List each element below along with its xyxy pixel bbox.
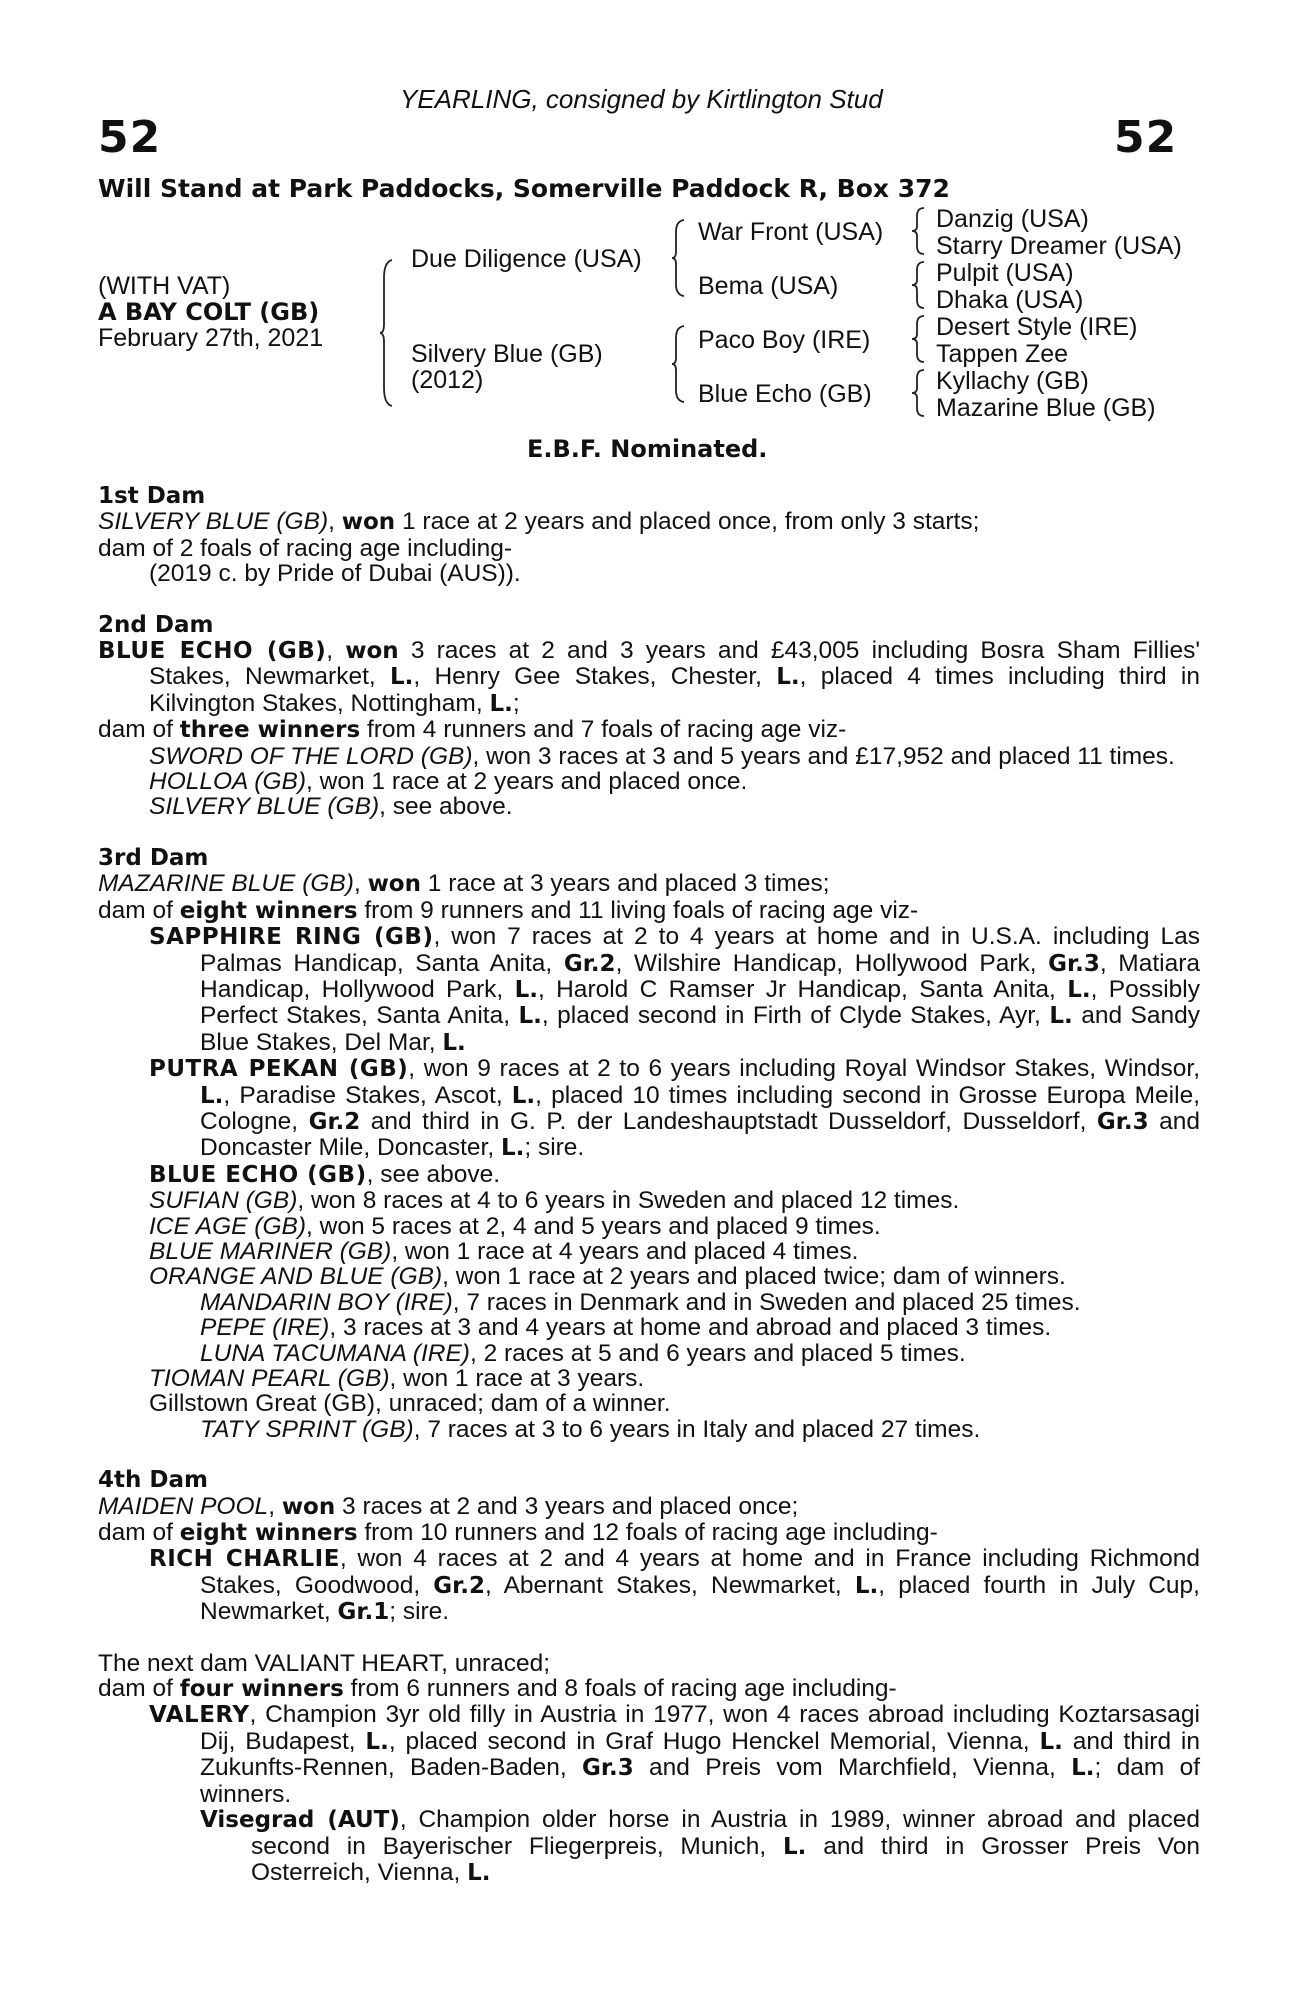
second-dam-heading: 2nd Dam (98, 611, 214, 638)
pedigree-brace-dd (912, 368, 926, 423)
third-dam-offspring-blue-mariner: BLUE MARINER (GB), won 1 race at 4 years and placed 4 times. (149, 1237, 859, 1265)
third-dam-offspring-sufian: SUFIAN (GB), won 8 races at 4 to 6 years in Sweden and placed 12 times. (149, 1187, 960, 1215)
second-dam-record: BLUE ECHO (GB), won 3 races at 2 and 3 years and £43,005 including Bosra Sham Fillies' Stakes, Newmarket, L., Henry Gee Stakes, Chester, L., placed 4 times including third in Kilvington Stakes, Nottingham, L.; (98, 637, 1201, 717)
grandoffspring-luna-tacumana: LUNA TACUMANA (IRE), 2 races at 5 and 6 years and placed 5 times. (200, 1339, 966, 1367)
third-dam-produce: dam of eight winners from 9 runners and 11 living foals of racing age viz- (98, 896, 919, 924)
ebf-nomination: E.B.F. Nominated. (527, 435, 768, 463)
pedigree-dam-year: (2012) (411, 366, 484, 394)
fourth-dam-produce: dam of eight winners from 10 runners and 12 foals of racing age including- (98, 1519, 938, 1547)
first-dam-heading: 1st Dam (98, 483, 206, 509)
stand-location: Will Stand at Park Paddocks, Somerville Paddock R, Box 372 (98, 174, 950, 203)
third-dam-offspring-blue-echo: BLUE ECHO (GB), see above. (149, 1160, 501, 1188)
third-dam-offspring-orange-and-blue: ORANGE AND BLUE (GB), won 1 race at 2 years and placed twice; dam of winners. (149, 1263, 1066, 1291)
pedigree-brace-sd (912, 260, 926, 315)
third-dam-offspring-gillstown-great: Gillstown Great (GB), unraced; dam of a winner. (149, 1390, 671, 1418)
pedigree-sire-dam: Bema (USA) (698, 272, 839, 300)
female-family (98, 483, 1200, 1886)
third-dam-offspring-tioman-pearl: TIOMAN PEARL (GB), won 1 race at 3 years. (149, 1365, 645, 1392)
second-dam-produce: dam of three winners from 4 runners and 7 foals of racing age viz- (98, 716, 847, 744)
third-dam-offspring-sapphire-ring: SAPPHIRE RING (GB), won 7 races at 2 to 4 years at home and in U.S.A. including Las Palmas Handicap, Santa Anita, Gr.2, Wilshire Handicap, Hollywood Park, Gr.3, Matiara Handicap, Hollywood Park, L., Harold C Ramser Jr Handicap, Santa Anita, L., Possibly Perfect Stakes, Santa Anita, L., placed second in Firth of Clyde Stakes, Ayr, L. and Sandy Blue Stakes, Del Mar, L. (149, 923, 1201, 1056)
consignment-line: YEARLING, consigned by Kirtlington Stud (400, 84, 883, 114)
lot-number-left: 52 (98, 112, 162, 163)
next-dam-line: The next dam VALIANT HEART, unraced; (98, 1649, 551, 1677)
pedigree-brace-ss (912, 206, 926, 261)
fourth-dam-heading: 4th Dam (98, 1467, 208, 1494)
grandoffspring-visegrad: Visegrad (AUT), Champion older horse in Austria in 1989, winner abroad and placed second in Bayerischer Fliegerpreis, Munich, L. and third in Grosser Preis Von Osterreich, Vienna, L. (200, 1806, 1201, 1886)
first-dam-produce: dam of 2 foals of racing age including- (98, 534, 513, 562)
next-dam-produce: dam of four winners from 6 runners and 8 foals of racing age including- (98, 1675, 897, 1703)
pedigree-sss: Danzig (USA) (936, 205, 1089, 233)
pedigree-ddd: Mazarine Blue (GB) (936, 394, 1156, 422)
pedigree-brace-sire (672, 218, 686, 303)
grandoffspring-pepe: PEPE (IRE), 3 races at 3 and 4 years at home and abroad and placed 3 times. (200, 1314, 1052, 1342)
fourth-dam-line: MAIDEN POOL, won 3 races at 2 and 3 years and placed once; (98, 1492, 799, 1520)
pedigree-brace-main (380, 258, 390, 406)
pedigree-brace-dam (672, 324, 686, 409)
pedigree-sire: Due Diligence (USA) (411, 245, 642, 273)
second-dam-offspring-2: HOLLOA (GB), won 1 race at 2 years and placed once. (149, 768, 748, 796)
second-dam-offspring-1: SWORD OF THE LORD (GB), won 3 races at 3 and 5 years and £17,952 and placed 11 times. (149, 742, 1175, 770)
grandoffspring-mandarin-boy: MANDARIN BOY (IRE), 7 races in Denmark and in Sweden and placed 25 times. (200, 1288, 1081, 1316)
pedigree-dam-dam: Blue Echo (GB) (698, 380, 872, 408)
third-dam-heading: 3rd Dam (98, 844, 209, 871)
second-dam-offspring-3: SILVERY BLUE (GB), see above. (149, 793, 513, 821)
foaling-date: February 27th, 2021 (98, 324, 324, 352)
first-dam-foal: (2019 c. by Pride of Dubai (AUS)). (149, 560, 521, 588)
grandoffspring-taty-sprint: TATY SPRINT (GB), 7 races at 3 to 6 years in Italy and placed 27 times. (200, 1415, 981, 1443)
pedigree-sire-sire: War Front (USA) (698, 218, 884, 246)
pedigree-ssd: Starry Dreamer (USA) (936, 232, 1182, 260)
pedigree-dam-sire: Paco Boy (IRE) (698, 326, 871, 354)
fourth-dam-offspring-rich-charlie: RICH CHARLIE, won 4 races at 2 and 4 years at home and in France including Richmond Stakes, Goodwood, Gr.2, Abernant Stakes, Newmarket, L., placed fourth in July Cup, Newmarket, Gr.1; sire. (149, 1545, 1200, 1626)
pedigree-dsd: Tappen Zee (936, 340, 1069, 368)
third-dam-offspring-ice-age: ICE AGE (GB), won 5 races at 2, 4 and 5 years and placed 9 times. (149, 1212, 881, 1240)
pedigree-dds: Kyllachy (GB) (936, 367, 1089, 395)
pedigree-dam: Silvery Blue (GB) (411, 340, 603, 368)
pedigree-sds: Pulpit (USA) (936, 259, 1074, 287)
next-dam-offspring-valery: VALERY, Champion 3yr old filly in Austria in 1977, won 4 races abroad including Koztarsasagi Dij, Budapest, L., placed second in Graf Hugo Henckel Memorial, Vienna, L. and third in Zukunfts-Rennen, Baden-Baden, Gr.3 and Preis vom Marchfield, Vienna, L.; dam of winners. (149, 1701, 1200, 1808)
first-dam-line: SILVERY BLUE (GB), won 1 race at 2 years and placed once, from only 3 starts; (98, 508, 980, 536)
third-dam-offspring-putra-pekan: PUTRA PEKAN (GB), won 9 races at 2 to 6 years including Royal Windsor Stakes, Windsor, L., Paradise Stakes, Ascot, L., placed 10 times including second in Grosse Europa Meile, Cologne, Gr.2 and third in G. P. der Landeshauptstadt Dusseldorf, Dusseldorf, Gr.3 and Doncaster Mile, Doncaster, L.; sire. (149, 1055, 1200, 1162)
lot-number-right: 52 (1114, 112, 1178, 163)
horse-name: A BAY COLT (GB) (98, 298, 320, 326)
pedigree-sdd: Dhaka (USA) (936, 286, 1084, 314)
third-dam-line: MAZARINE BLUE (GB), won 1 race at 3 years and placed 3 times; (98, 870, 830, 898)
vat-note: (WITH VAT) (98, 272, 231, 300)
pedigree-brace-ds (912, 314, 926, 369)
pedigree-dss: Desert Style (IRE) (936, 313, 1138, 341)
